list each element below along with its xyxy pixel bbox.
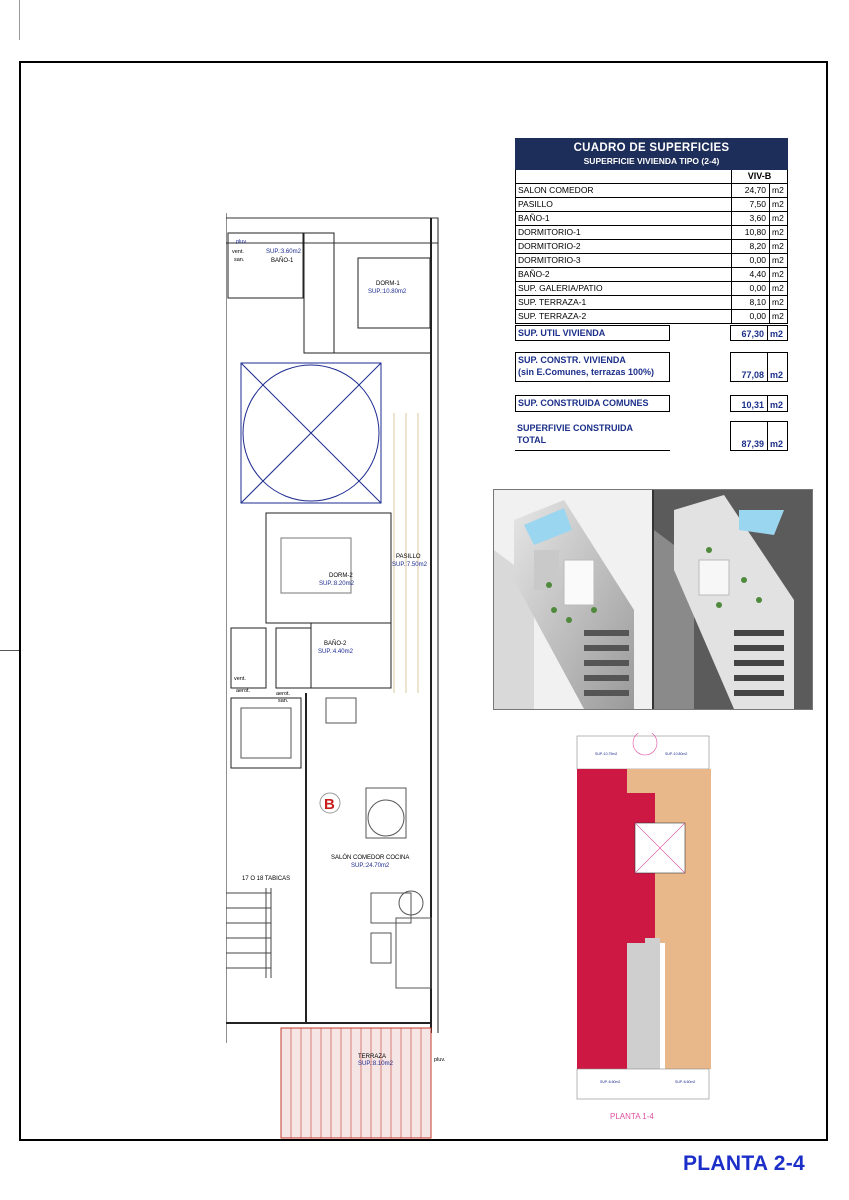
surface-row bbox=[515, 212, 788, 226]
surface-row bbox=[515, 282, 788, 296]
pasillo-sup: SUP.:7.50m2 bbox=[392, 562, 427, 568]
surface-row bbox=[515, 226, 788, 240]
surface-row-name: BAÑO-1 bbox=[518, 213, 550, 223]
surface-row-value: 3,60 bbox=[731, 212, 769, 225]
unit-b-area bbox=[655, 769, 711, 1069]
surface-table-title: CUADRO DE SUPERFICIES bbox=[573, 142, 730, 154]
surface-row-value: 4,40 bbox=[731, 268, 769, 281]
unit-marker: B bbox=[324, 796, 335, 813]
building-renders bbox=[493, 489, 813, 710]
surface-row-name: SUP. TERRAZA-1 bbox=[518, 297, 587, 307]
site-top-left-label: SUP.:10.75m2 bbox=[595, 752, 618, 756]
floor-plan bbox=[226, 213, 446, 1143]
surface-row-unit: m2 bbox=[769, 268, 787, 281]
terraza-sup: SUP.:8.10m2 bbox=[358, 1061, 393, 1067]
vent-label: vent. bbox=[232, 249, 244, 255]
bano2-sup: SUP.:4.40m2 bbox=[318, 649, 353, 655]
sup-total-label-line1: SUPERFIVIE CONSTRUIDA bbox=[517, 423, 634, 433]
surface-row-value: 0,00 bbox=[731, 310, 769, 323]
sup-total-row bbox=[515, 421, 788, 451]
sup-constr-label-line1: SUP. CONSTR. VIVIENDA bbox=[518, 355, 626, 365]
dorm2-sup: SUP.:8.20m2 bbox=[319, 581, 354, 587]
sup-constr-value: 77,08 bbox=[730, 352, 768, 382]
sup-constr-label-line2: (sin E.Comunes, terrazas 100%) bbox=[518, 367, 655, 377]
surface-row bbox=[515, 198, 788, 212]
pasillo-label: PASILLO bbox=[396, 554, 421, 560]
sup-util-row bbox=[515, 325, 788, 341]
aerot-label-1: aerot. bbox=[236, 688, 251, 694]
surface-row-unit: m2 bbox=[769, 198, 787, 211]
sup-util-label: SUP. UTIL VIVIENDA bbox=[515, 325, 670, 341]
surface-row-name: DORMITORIO-3 bbox=[518, 255, 581, 265]
surface-row bbox=[515, 296, 788, 310]
sup-constr-unit: m2 bbox=[768, 352, 788, 382]
edge-mark bbox=[19, 0, 20, 40]
sup-constr-row bbox=[515, 352, 788, 382]
common-area bbox=[627, 938, 660, 1069]
sup-comunes-label: SUP. CONSTRUIDA COMUNES bbox=[515, 395, 670, 412]
surface-row-value: 0,00 bbox=[731, 254, 769, 267]
surface-row bbox=[515, 254, 788, 268]
stairs-label: 17 O 18 TABICAS bbox=[242, 876, 291, 882]
surface-row-value: 7,50 bbox=[731, 198, 769, 211]
site-bottom-left-label: SUP.:6.60m2 bbox=[600, 1080, 621, 1084]
san-label: san. bbox=[234, 257, 245, 263]
site-top-right-label: SUP.:10.80m2 bbox=[665, 752, 688, 756]
terraza-label: TERRAZA bbox=[358, 1054, 387, 1060]
sup-total-unit: m2 bbox=[768, 421, 788, 451]
surface-row-value: 8,10 bbox=[731, 296, 769, 309]
surface-row-name: BAÑO-2 bbox=[518, 269, 550, 279]
building-render-image bbox=[494, 490, 812, 709]
sup-total-label bbox=[515, 421, 670, 451]
floor-plan-drawing bbox=[226, 213, 446, 1143]
surface-row-value: 8,20 bbox=[731, 240, 769, 253]
pluv-bottom-label: pluv. bbox=[434, 1057, 446, 1063]
sup-comunes-row bbox=[515, 395, 788, 412]
site-caption: PLANTA 1-4 bbox=[610, 1112, 654, 1121]
surface-row-unit: m2 bbox=[769, 184, 787, 197]
dorm2-label: DORM-2 bbox=[329, 573, 353, 579]
sup-util-unit: m2 bbox=[768, 325, 788, 341]
salon-sup: SUP.:24.70m2 bbox=[351, 863, 390, 869]
pluv-label: pluv. bbox=[236, 239, 248, 245]
surface-row-name: SALON COMEDOR bbox=[518, 185, 594, 195]
surface-rows bbox=[515, 184, 788, 324]
surface-row-unit: m2 bbox=[769, 296, 787, 309]
sup-comunes-value: 10,31 bbox=[730, 395, 768, 412]
sup-total-value: 87,39 bbox=[730, 421, 768, 451]
sup-comunes-unit: m2 bbox=[768, 395, 788, 412]
surface-row-value: 0,00 bbox=[731, 282, 769, 295]
aerot-label-2: aerot. bbox=[276, 691, 291, 697]
surface-table-subtitle: SUPERFICIE VIVIENDA TIPO (2-4) bbox=[583, 156, 720, 166]
surface-row-name: SUP. GALERIA/PATIO bbox=[518, 283, 603, 293]
plan-title: PLANTA 2-4 bbox=[682, 1152, 805, 1175]
sup-total-label-line2: TOTAL bbox=[517, 435, 547, 445]
site-plan-drawing bbox=[565, 733, 725, 1123]
site-plan bbox=[565, 733, 725, 1123]
surface-row-unit: m2 bbox=[769, 282, 787, 295]
column-header bbox=[515, 170, 788, 184]
salon-label: SALÓN COMEDOR COCINA bbox=[331, 855, 410, 861]
surface-row-unit: m2 bbox=[769, 212, 787, 225]
bano2-label: BAÑO-2 bbox=[324, 641, 347, 647]
surface-row-name: DORMITORIO-2 bbox=[518, 241, 581, 251]
site-bottom-right-label: SUP.:6.60m2 bbox=[675, 1080, 696, 1084]
surface-row-name: DORMITORIO-1 bbox=[518, 227, 581, 237]
surface-row bbox=[515, 184, 788, 198]
surface-row-unit: m2 bbox=[769, 254, 787, 267]
surface-row-name: SUP. TERRAZA-2 bbox=[518, 311, 587, 321]
dorm1-label: DORM-1 bbox=[376, 281, 400, 287]
surface-row-unit: m2 bbox=[769, 226, 787, 239]
bano1-sup: SUP.:3.60m2 bbox=[266, 249, 301, 255]
surface-table bbox=[515, 138, 788, 324]
surface-row-value: 10,80 bbox=[731, 226, 769, 239]
sup-util-value: 67,30 bbox=[730, 325, 768, 341]
sup-constr-label bbox=[515, 352, 670, 382]
edge-mark bbox=[0, 650, 19, 651]
surface-row bbox=[515, 310, 788, 324]
surface-table-header bbox=[515, 138, 788, 170]
san-mid-label: san. bbox=[278, 698, 289, 704]
surface-row-value: 24,70 bbox=[731, 184, 769, 197]
surface-row-name: PASILLO bbox=[518, 199, 553, 209]
surface-row bbox=[515, 240, 788, 254]
dorm1-sup: SUP.:10.80m2 bbox=[368, 289, 407, 295]
surface-row-unit: m2 bbox=[769, 310, 787, 323]
surface-row bbox=[515, 268, 788, 282]
vent-mid-label: vent. bbox=[234, 676, 246, 682]
column-label: VIV-B bbox=[731, 170, 787, 183]
bano1-label: BAÑO-1 bbox=[271, 258, 294, 264]
surface-row-unit: m2 bbox=[769, 240, 787, 253]
